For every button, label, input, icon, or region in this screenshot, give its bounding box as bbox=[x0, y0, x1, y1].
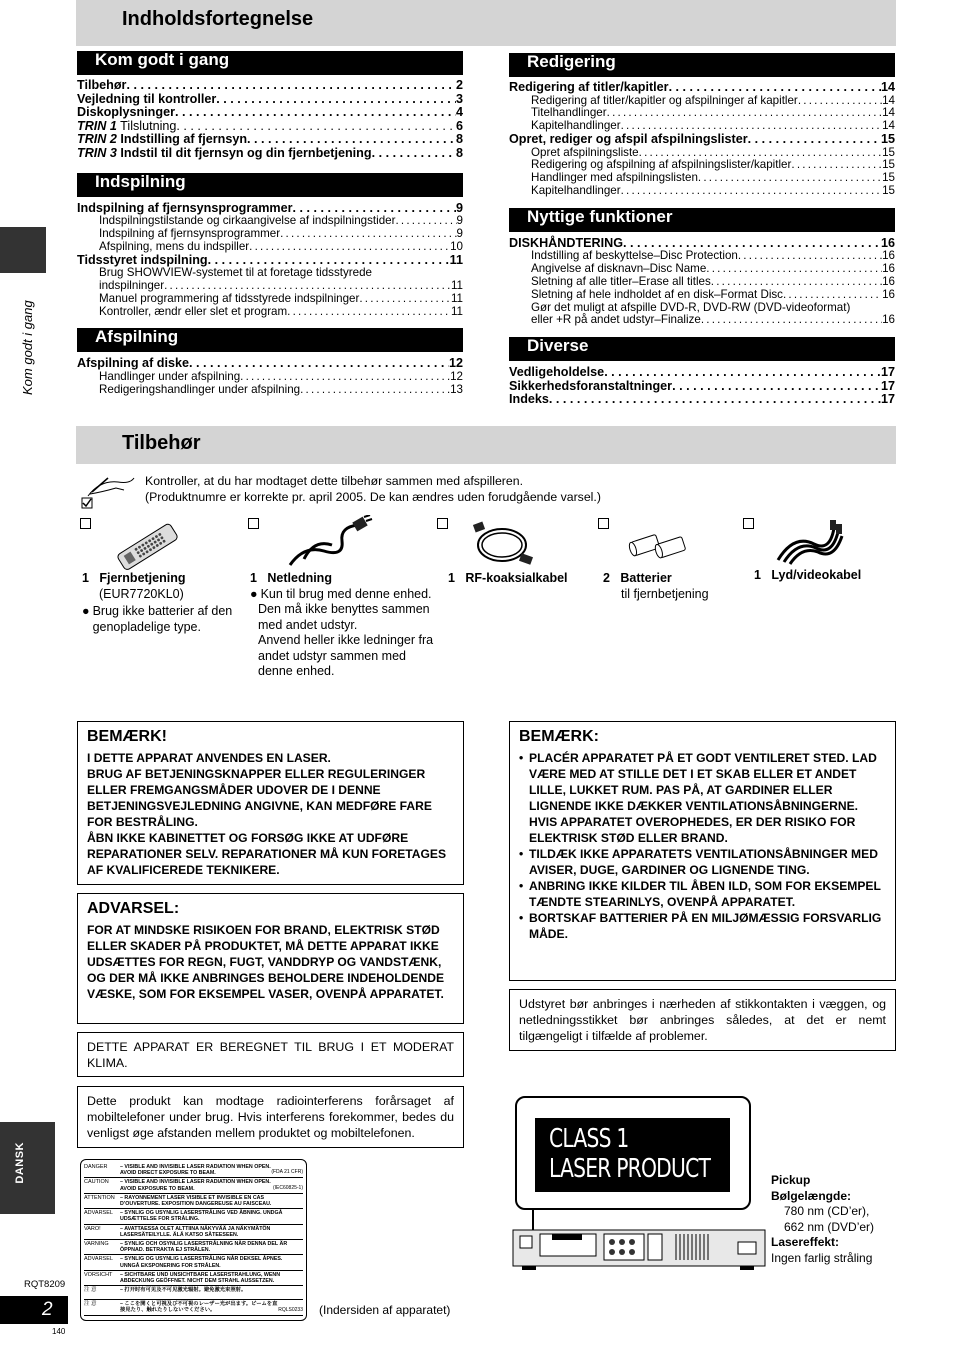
toc-subentry-line: Gør det muligt at afspille DVD-R, DVD-RW (DVD-videoformat) bbox=[531, 300, 851, 314]
warning-fire-text: FOR AT MINDSKE RISIKOEN FOR BRAND, ELEKTRISK STØD ELLER SKADER PÅ PRODUKTET, MÅ DETTE APPARAT IKKE UDSÆTTES FOR REGN, FUGT, VANDDRYP OG VANDSTÆNK, OG DER MÅ IKKE ANBRINGES BEHOLDERE INDEHOLDENDE VÆSKE, SOM FOR EKSEMPEL VASER, OVENPÅ APPARATET. bbox=[87, 923, 445, 1001]
laser-label-text: – SYNLIG OG USYNLIG LASERSTRÅLING NÅR DEKSEL ÅPNES. UNNGÅ EKSPONERING FOR STRÅLEN. bbox=[120, 1256, 283, 1269]
intro-line-1: Kontroller, at du har modtaget dette tilbehør sammen med afspilleren. bbox=[145, 474, 523, 488]
toc-entry[interactable]: Indspilning af fjernsynsprogrammer . . . 9 bbox=[77, 202, 463, 216]
toc-subentry[interactable]: Afspilning, mens du indspiller . . . 10 bbox=[77, 241, 463, 254]
laser-effect-value: Ingen farlig stråling bbox=[771, 1250, 873, 1265]
warning-laser-title: BEMÆRK! bbox=[87, 728, 167, 745]
page-small-number: 140 bbox=[52, 1327, 66, 1336]
laser-label-key: ADVARSEL bbox=[84, 1210, 113, 1217]
toc-subentry[interactable]: Indstilling af beskyttelse–Disc Protection . . . 16 bbox=[509, 250, 895, 263]
laser-label-text: – RAYONNEMENT LASER VISIBLE ET INVISIBLE EN CAS D’OUVERTURE. EXPOSITION DANGEREUSE AU FAISCEAU. bbox=[120, 1194, 272, 1208]
laser-label-row bbox=[84, 1178, 303, 1193]
toc-entry[interactable]: DISKHÅNDTERING . . . 16 bbox=[509, 237, 895, 251]
toc-subentry[interactable]: Redigering og afspilning af afspilningslister/kapitler . . . 15 bbox=[509, 159, 895, 172]
laser-label-ref: RQLS0233 bbox=[278, 1306, 303, 1313]
language-tab-label: DANSK bbox=[14, 1142, 26, 1184]
toc-subentry[interactable]: indspilninger . . . 11 bbox=[77, 280, 463, 293]
accessory-power-cord: 1 Netledning ● Kun til brug med denne enhed. Den må ikke benyttes sammen med andet udstyr. Anvend heller ikke ledninger fra andet udstyr sammen med denne enhed. bbox=[250, 571, 434, 678]
laser-label-row bbox=[84, 1225, 303, 1240]
toc-subentry[interactable]: Redigeringshandlinger under afspilning . . . 13 bbox=[77, 384, 463, 397]
section-bar-diverse: Diverse bbox=[509, 337, 895, 361]
warning-laser-line: ÅBN IKKE KABINETTET OG FORSØG IKKE AT UDFØRE REPARATIONER SELV. REPARATIONER MÅ KUN FORETAGES AF KVALIFICEREDE TEKNIKERE. bbox=[87, 831, 447, 877]
device-back-panel-illustration bbox=[512, 1228, 766, 1270]
laser-label-key: DANGER bbox=[84, 1164, 108, 1170]
checkbox[interactable] bbox=[80, 518, 91, 529]
laser-label-text: – VISIBLE AND INVISIBLE LASER RADIATION WHEN OPEN. AVOID DIRECT EXPOSURE TO BEAM. bbox=[120, 1164, 271, 1177]
warning-bullet: • ANBRING IKKE KILDER TIL ÅBEN ILD, SOM FOR EKSEMPEL TÆNDTE STEARINLYS, OVENPÅ APPARATET. bbox=[519, 879, 881, 909]
laser-label-key: CAUTION bbox=[84, 1179, 109, 1186]
page-number: 2 bbox=[42, 1299, 53, 1320]
section-bar-afspilning: Afspilning bbox=[77, 328, 463, 352]
coax-cable-icon bbox=[470, 515, 540, 576]
laser-label-key: ATTENTION bbox=[84, 1194, 115, 1201]
checkbox[interactable] bbox=[437, 518, 448, 529]
laser-warning-label bbox=[80, 1159, 307, 1321]
toc-subentry[interactable]: Handlinger med afspilningslisten . . . 15 bbox=[509, 172, 895, 185]
toc-entry[interactable]: Tilbehør . . . 2 bbox=[77, 79, 463, 93]
doc-code: RQT8209 bbox=[24, 1279, 66, 1290]
pickup-info bbox=[771, 1173, 874, 1266]
laser-label-text: – 打开时有可见及不可见激光辐射。避免激光束照射。 bbox=[120, 1287, 247, 1294]
power-cord-icon bbox=[284, 515, 374, 576]
radio-interference-box bbox=[77, 1086, 464, 1148]
climate-box bbox=[77, 1032, 464, 1077]
accessory-av-cable: 1 Lyd/videokabel bbox=[754, 568, 862, 582]
page-number-box bbox=[0, 1296, 68, 1324]
section-bar-nyttige-funktioner: Nyttige funktioner bbox=[509, 208, 895, 232]
toc-subentry[interactable]: Indspilningstilstande og cirkaangivelse af indspilningstider . . . 9 bbox=[77, 215, 463, 228]
laser-label-key: 注 意 bbox=[84, 1301, 97, 1308]
checkbox[interactable] bbox=[248, 518, 259, 529]
toc-subentry[interactable]: Indspilning af fjernsynsprogrammer . . . 9 bbox=[77, 228, 463, 241]
laser-label-ref: (IEC60825-1) bbox=[272, 1184, 303, 1191]
toc-subentry[interactable]: Kontroller, ændr eller slet et program . . . 11 bbox=[77, 306, 463, 319]
indspilning-items bbox=[77, 202, 463, 319]
warning-fire-title: ADVARSEL: bbox=[87, 900, 180, 917]
toc-subentry[interactable]: Sletning af alle titler–Erase all titles . . . 16 bbox=[509, 276, 895, 289]
laser-label-text: – SYNLIG OG USYNLIG LASERSTRÅLING VED ÅBNING. UNDGÅ UDSÆTTELSE FOR STRÅLING. bbox=[120, 1210, 283, 1223]
class1-line-1: CLASS 1 bbox=[549, 1124, 629, 1154]
wavelength-cd: 780 nm (CD’er), bbox=[784, 1204, 870, 1218]
climate-text: DETTE APPARAT ER BEREGNET TIL BRUG I ET MODERAT KLIMA. bbox=[87, 1040, 454, 1070]
warning-bullet: • BORTSKAF BATTERIER PÅ EN MILJØMÆSSIG FORSVARLIG MÅDE. bbox=[519, 911, 882, 941]
side-tab-marker bbox=[0, 227, 46, 273]
toc-right-column bbox=[509, 53, 895, 407]
diverse-items bbox=[509, 366, 895, 407]
warning-laser-box bbox=[77, 721, 464, 885]
toc-subentry[interactable]: Manuel programmering af tidsstyrede indspilninger . . . 11 bbox=[77, 293, 463, 306]
laser-label-text: – SICHTBARE UND UNSICHTBARE LASERSTRAHLUNG, WENN ABDECKUNG GEÖFFNET. NICHT DEM STRAHL AUSSETZEN. bbox=[120, 1271, 281, 1285]
toc-entry[interactable]: TRIN 2 Indstilling af fjernsyn . . . 8 bbox=[77, 133, 463, 147]
toc-left-column bbox=[77, 51, 463, 397]
radio-text: Dette produkt kan modtage radiointerferens forårsaget af mobiltelefoner under brug. Hvis interferens forekommer, bedes du venligst øge afstanden mellem produktet og mobiltelefonen. bbox=[87, 1094, 454, 1140]
toc-subentry[interactable]: Kapitelhandlinger . . . 14 bbox=[509, 120, 895, 133]
inside-caption: (Indersiden af apparatet) bbox=[319, 1303, 451, 1317]
language-tab bbox=[0, 1122, 55, 1214]
class1-label bbox=[535, 1118, 730, 1192]
toc-entry[interactable]: TRIN 1 Tilslutning . . . 6 bbox=[77, 120, 463, 134]
redigering-items bbox=[509, 81, 895, 198]
accessory-coax: 1 RF-koaksialkabel bbox=[448, 571, 568, 585]
kom-items bbox=[77, 79, 463, 161]
toc-entry[interactable]: Opret, rediger og afspil afspilningslister . . . 15 bbox=[509, 133, 895, 147]
laser-label-key: VARO! bbox=[84, 1225, 101, 1232]
toc-subentry[interactable]: Kapitelhandlinger . . . 15 bbox=[509, 185, 895, 198]
laser-label-row bbox=[84, 1209, 303, 1224]
laser-label-key: 注 意 bbox=[84, 1287, 97, 1294]
laser-label-text: – AVATTAESSA OLET ALTTIINA NÄKYVÄÄ JA NÄKYMÄTÖN LASERSÄTEILYLLE. ÄLÄ KATSO SÄTEESEEN. bbox=[120, 1225, 271, 1238]
laser-label-row bbox=[84, 1300, 303, 1315]
accessory-batteries: 2 Batterier til fjernbetjening bbox=[603, 571, 709, 601]
toc-entry[interactable]: Sikkerhedsforanstaltninger . . . 17 bbox=[509, 380, 895, 394]
nyttige-items bbox=[509, 237, 895, 327]
laser-label-text: – ここを開くと可視及び不可視のレーザー光が出ます。ビームを直接見たり、触れたりしないでください。 bbox=[120, 1301, 278, 1314]
remote-control-icon bbox=[112, 518, 182, 579]
class1-line-2: LASER PRODUCT bbox=[549, 1154, 711, 1184]
toc-subentry[interactable]: Titelhandlinger . . . 14 bbox=[509, 107, 895, 120]
laser-label-text: – SYNLIG OCH OSYNLIG LASERSTRÅLNING NÄR DENNA DEL ÄR ÖPPNAD. BETRAKTA EJ STRÅLEN. bbox=[120, 1241, 288, 1254]
av-cable-icon bbox=[774, 514, 844, 571]
toc-subentry[interactable]: Handlinger under afspilning . . . 12 bbox=[77, 371, 463, 384]
toc-subentry[interactable]: Angivelse af disknavn–Disc Name . . . 16 bbox=[509, 263, 895, 276]
toc-header-band bbox=[76, 0, 896, 46]
toc-entry[interactable]: Diskoplysninger . . . 4 bbox=[77, 106, 463, 120]
accessories-title: Tilbehør bbox=[122, 432, 201, 454]
laser-label-ref: (FDA 21 CFR) bbox=[271, 1169, 303, 1176]
toc-subentry[interactable]: Redigering af titler/kapitler og afspilninger af kapitler . . . 14 bbox=[509, 95, 895, 108]
toc-subentry-line: Brug SHOWVIEW-systemet til at foretage tidsstyrede bbox=[99, 266, 372, 280]
intro-line-2: (Produktnumre er korrekte pr. april 2005. De kan ændres uden forudgående varsel.) bbox=[145, 489, 601, 504]
toc-entry[interactable]: Tidsstyret indspilning . . . 11 bbox=[77, 254, 463, 268]
accessories-intro bbox=[145, 474, 601, 505]
accessory-remote: 1 Fjernbetjening (EUR7720KL0) ● Brug ikke batterier af den genopladelige type. bbox=[82, 571, 233, 634]
toc-entry[interactable]: Indeks . . . 17 bbox=[509, 393, 895, 407]
laser-label-row bbox=[84, 1286, 303, 1300]
socket-text: Udstyret bør anbringes i nærheden af stikkontakten i væggen, og netledningsstikket bør anbringes således, at det er nemt tilgængeligt i tilfælde af problemer. bbox=[519, 997, 886, 1043]
laser-label-row bbox=[84, 1163, 303, 1178]
pickup-label: Pickup bbox=[771, 1173, 811, 1187]
checkbox[interactable] bbox=[598, 518, 609, 529]
laser-label-row bbox=[84, 1194, 303, 1209]
warning-laser-line: I DETTE APPARAT ANVENDES EN LASER. bbox=[87, 751, 331, 765]
toc-entry[interactable]: Redigering af titler/kapitler . . . 14 bbox=[509, 81, 895, 95]
toc-title: Indholdsfortegnelse bbox=[122, 8, 314, 30]
laser-label-text: – VISIBLE AND INVISIBLE LASER RADIATION WHEN OPEN. AVOID EXPOSURE TO BEAM. bbox=[120, 1179, 271, 1192]
laser-label-row bbox=[84, 1271, 303, 1286]
toc-entry[interactable]: TRIN 3 Indstil til dit fjernsyn og din fjernbetjening . . . 8 bbox=[77, 147, 463, 161]
laser-label-row bbox=[84, 1255, 303, 1270]
warning-bullet: • TILDÆK IKKE APPARATETS VENTILATIONSÅBNINGER MED AVISER, DUGE, GARDINER OG LIGNENDE TING. bbox=[519, 847, 878, 877]
check-hand-icon bbox=[80, 474, 136, 512]
toc-entry[interactable]: Vedligeholdelse . . . 17 bbox=[509, 366, 895, 380]
laser-label-key: VORSICHT bbox=[84, 1271, 113, 1278]
toc-entry[interactable]: Afspilning af diske . . . 12 bbox=[77, 357, 463, 371]
afspilning-items bbox=[77, 357, 463, 396]
side-label: Kom godt i gang bbox=[20, 300, 35, 395]
accessories-header-band bbox=[76, 426, 896, 464]
toc-entry[interactable]: Vejledning til kontroller . . . 3 bbox=[77, 93, 463, 107]
wavelength-label: Bølgelængde: bbox=[771, 1188, 851, 1203]
warning-laser-line: BRUG AF BETJENINGSKNAPPER ELLER REGULERINGER ELLER FREMGANGSMÅDER UDOVER DE I DENNE BETJENINGSVEJLEDNING ANGIVNE, KAN MEDFØRE FARE FOR BESTRÅLING. bbox=[87, 767, 432, 829]
wavelength-dvd: 662 nm (DVD’er) bbox=[784, 1219, 875, 1234]
toc-subentry[interactable]: Opret afspilningsliste . . . 15 bbox=[509, 147, 895, 160]
socket-box bbox=[509, 989, 896, 1051]
section-bar-kom-godt-i-gang: Kom godt i gang bbox=[77, 51, 463, 75]
class1-label-frame bbox=[515, 1096, 751, 1210]
batteries-icon bbox=[626, 522, 690, 567]
warning-bullet: • PLACÉR APPARATET PÅ ET GODT VENTILERET STED. LAD VÆRE MED AT STILLE DET I ET SKAB ELLER ET ANDET LILLE, LUKKET RUM. PAS PÅ, AT GARDINER ELLER LIGNENDE IKKE DÆKKER VENTILATIONSÅBNINGERNE. HVIS APPARATET OVEROPHEDES, ER DER RISIKO FOR ELEKTRISK STØD ELLER BRAND. bbox=[519, 751, 877, 845]
section-bar-redigering: Redigering bbox=[509, 53, 895, 77]
toc-subentry[interactable]: Sletning af hele indholdet af en disk–Format Disc . . . 16 bbox=[509, 289, 895, 302]
laser-label-key: VARNING bbox=[84, 1241, 109, 1248]
warning-ventilation-box bbox=[509, 721, 896, 981]
laser-label-key: ADVARSEL bbox=[84, 1256, 113, 1263]
section-bar-indspilning: Indspilning bbox=[77, 173, 463, 197]
checkbox[interactable] bbox=[743, 518, 754, 529]
warning-fire-box bbox=[77, 893, 464, 1024]
warning-ventilation-title: BEMÆRK: bbox=[519, 728, 599, 745]
laser-label-rows bbox=[84, 1163, 303, 1316]
toc-subentry[interactable]: eller +R på andet udstyr–Finalize . . . 16 bbox=[509, 314, 895, 327]
laser-label-row bbox=[84, 1240, 303, 1255]
laser-effect-label: Lasereffekt: bbox=[771, 1235, 840, 1249]
